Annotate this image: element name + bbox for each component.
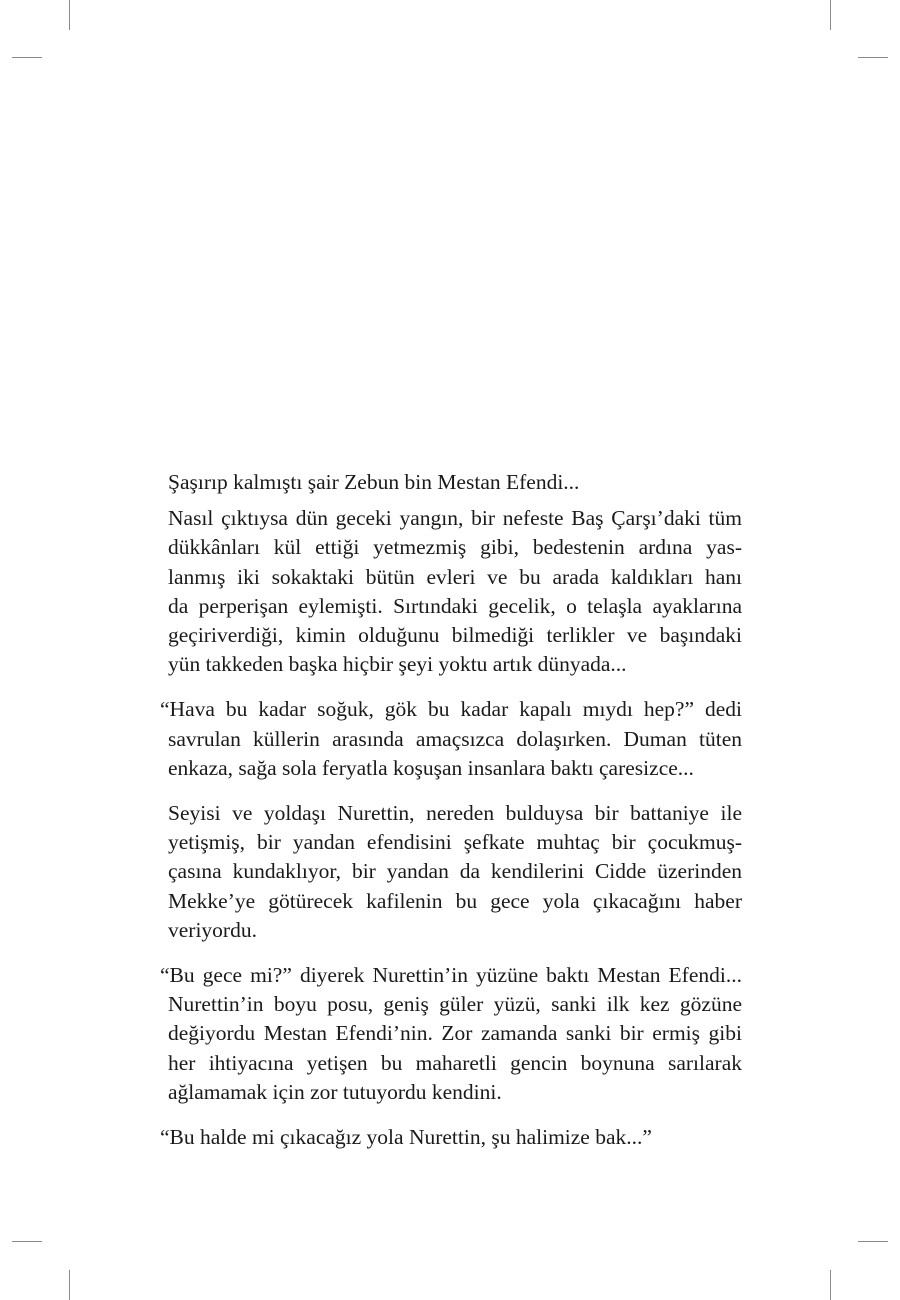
body-text	[160, 468, 742, 1152]
text-line: Seyisi ve yoldaşı Nurettin, nereden bulduysa bir battaniye ile	[168, 801, 742, 826]
text-line: da perperişan eylemişti. Sırtındaki gecelik, o telaşla ayaklarına	[168, 593, 742, 618]
crop-mark-left-bottom	[12, 1241, 42, 1242]
text-line: lanmış iki sokaktaki bütün evleri ve bu arada kaldıkları hanı	[168, 564, 742, 589]
text-line: çasına kundaklıyor, bir yandan da kendilerini Cidde üzerinden	[168, 859, 742, 884]
text-line: her ihtiyacına yetişen bu maharetli gencin boynuna sarılarak	[168, 1050, 742, 1075]
crop-mark-left-top	[12, 57, 42, 58]
paragraph-2	[160, 504, 742, 679]
text-line: Nurettin’in boyu posu, geniş güler yüzü, sanki ilk kez gözüne	[168, 992, 742, 1017]
text-line: dükkânları kül ettiği yetmezmiş gibi, bedestenin ardına yas-	[168, 535, 742, 560]
text-line: geçiriverdiği, kimin olduğunu bilmediği terlikler ve başındaki	[168, 623, 742, 648]
paragraph-3	[160, 695, 742, 783]
text-line: savrulan küllerin arasında amaçsızca dolaşırken. Duman tüten	[168, 726, 742, 751]
crop-mark-top-left	[69, 0, 70, 30]
text-line: “Hava bu kadar soğuk, gök bu kadar kapalı mıydı hep?” dedi	[160, 697, 742, 722]
text-line: değiyordu Mestan Efendi’nin. Zor zamanda sanki bir ermiş gibi	[168, 1021, 742, 1046]
paragraph-4	[160, 799, 742, 945]
paragraph-6	[160, 1123, 742, 1152]
crop-mark-right-bottom	[858, 1241, 888, 1242]
crop-mark-right-top	[858, 57, 888, 58]
text-line: “Bu halde mi çıkacağız yola Nurettin, şu halimize bak...”	[160, 1125, 652, 1150]
text-line: yün takkeden başka hiçbir şeyi yoktu artık dünyada...	[168, 652, 627, 677]
crop-mark-top-right	[830, 0, 831, 30]
text-line: ağlamamak için zor tutuyordu kendini.	[168, 1079, 502, 1104]
text-line: Şaşırıp kalmıştı şair Zebun bin Mestan Efendi...	[168, 470, 580, 494]
text-line: yetişmiş, bir yandan efendisini şefkate muhtaç bir çocukmuş-	[168, 830, 742, 855]
paragraph-5	[160, 961, 742, 1107]
text-line: Mekke’ye götürecek kafilenin bu gece yola çıkacağını haber	[168, 888, 742, 913]
text-line: veriyordu.	[168, 917, 257, 942]
paragraph-1	[160, 468, 742, 497]
crop-mark-bottom-left	[69, 1270, 70, 1300]
text-line: “Bu gece mi?” diyerek Nurettin’in yüzüne baktı Mestan Efendi...	[160, 963, 742, 988]
text-line: Nasıl çıktıysa dün geceki yangın, bir nefeste Baş Çarşı’daki tüm	[168, 506, 742, 531]
text-line: enkaza, sağa sola feryatla koşuşan insanlara baktı çaresizce...	[168, 755, 694, 780]
crop-mark-bottom-right	[830, 1270, 831, 1300]
